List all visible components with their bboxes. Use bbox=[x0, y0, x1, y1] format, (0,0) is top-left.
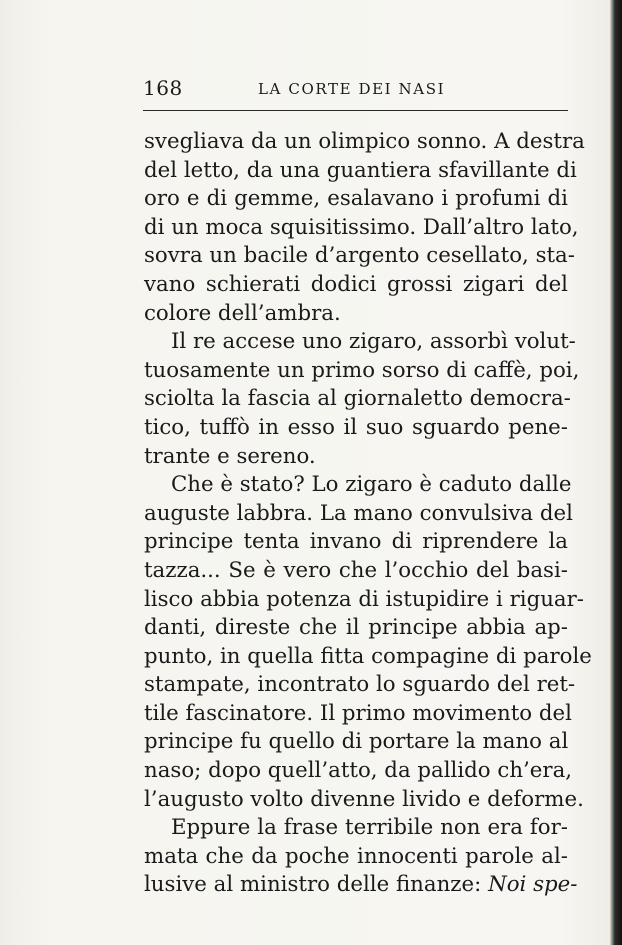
text-line: tazza... Se è vero che l’occhio del basi- bbox=[144, 557, 568, 583]
text-line: principe tenta invano di riprendere la bbox=[144, 529, 568, 555]
text-line: mata che da poche innocenti parole al- bbox=[144, 843, 568, 869]
text-line: tico, tuffò in esso il suo sguardo pene- bbox=[144, 414, 568, 440]
text-line: oro e di gemme, esalavano i profumi di bbox=[144, 186, 568, 212]
text-run: lusive al ministro delle finanze: bbox=[144, 872, 489, 898]
text-line: colore dell’ambra. bbox=[144, 300, 341, 326]
body-text bbox=[144, 128, 592, 900]
text-line: naso; dopo quell’atto, da pallido ch’era, bbox=[144, 758, 573, 784]
text-line: Che è stato? Lo zigaro è caduto dalle bbox=[171, 472, 572, 498]
text-line: danti, direste che il principe abbia ap- bbox=[144, 615, 568, 641]
text-line: Eppure la frase terribile non era for- bbox=[171, 815, 568, 841]
text-line: di un moca squisitissimo. Dall’altro lato, bbox=[144, 214, 579, 240]
page-number: 168 bbox=[143, 76, 183, 100]
text-line: trante e sereno. bbox=[144, 443, 316, 469]
text-line: punto, in quella fitta compagine di parole bbox=[144, 643, 592, 669]
text-line: sciolta la fascia al giornaletto democra- bbox=[144, 386, 571, 412]
header-rule bbox=[143, 110, 568, 111]
running-title: LA CORTE DEI NASI bbox=[258, 80, 446, 98]
text-line: principe fu quello di portare la mano al bbox=[144, 729, 569, 755]
text-line-final bbox=[144, 871, 578, 900]
text-line: Il re accese uno zigaro, assorbì volut- bbox=[171, 329, 576, 355]
text-line: tile fascinatore. Il primo movimento del bbox=[144, 700, 572, 726]
italic-text-run: Noi spe- bbox=[488, 872, 578, 898]
text-line: tuosamente un primo sorso di caffè, poi, bbox=[144, 357, 580, 383]
text-line: vano schierati dodici grossi zigari del bbox=[144, 271, 568, 297]
text-line: lisco abbia potenza di istupidire i riguar- bbox=[144, 586, 584, 612]
text-line: svegliava da un olimpico sonno. A destra bbox=[144, 129, 585, 154]
text-line: stampate, incontrato lo sguardo del ret- bbox=[144, 672, 576, 698]
text-line: del letto, da una guantiera sfavillante di bbox=[144, 157, 577, 183]
text-line: sovra un bacile d’argento cesellato, sta- bbox=[144, 243, 575, 269]
text-line: l’augusto volto divenne livido e deforme. bbox=[144, 786, 584, 812]
page-header bbox=[143, 76, 568, 100]
text-line: auguste labbra. La mano convulsiva del bbox=[144, 500, 573, 526]
page-edge-shadow bbox=[610, 0, 622, 945]
